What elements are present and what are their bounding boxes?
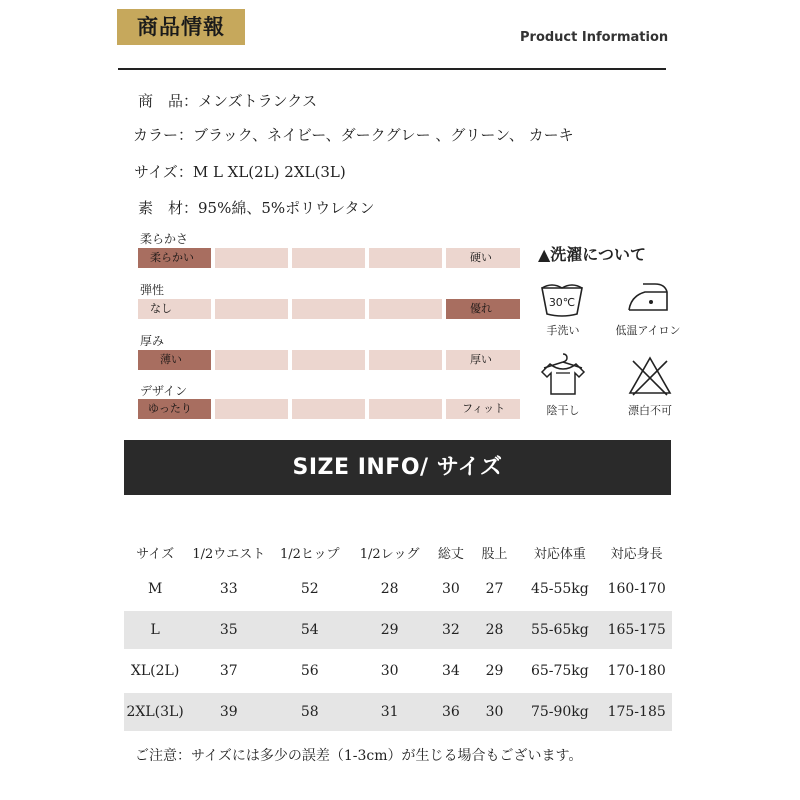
- table-cell: 75-90kg: [518, 692, 601, 732]
- column-header: 総丈: [437, 546, 464, 562]
- scale-segment: [292, 248, 365, 268]
- scale-elasticity: [138, 299, 520, 319]
- column-header: 1/2レッグ: [359, 546, 420, 562]
- table-cell: 29: [471, 651, 519, 692]
- table-cell: 33: [186, 570, 271, 610]
- table-cell: 45-55kg: [518, 570, 601, 610]
- scale-segment: [446, 399, 520, 419]
- low-temp-iron-icon: [625, 278, 671, 324]
- table-cell: 39: [186, 692, 271, 732]
- table-cell: M: [124, 570, 186, 610]
- scale-left-label: なし: [150, 302, 172, 315]
- table-cell: 35: [186, 610, 271, 651]
- scale-right-label: 優れ: [470, 302, 492, 315]
- scale-segment: [369, 399, 442, 419]
- table-cell: 65-75kg: [518, 651, 601, 692]
- column-header: サイズ: [136, 546, 175, 562]
- spec-value: ：ブラック、ネイビー、ダークグレー 、グリーン、 カーキ: [178, 126, 574, 144]
- spec-value: ：95%綿、5%ポリウレタン: [183, 199, 375, 217]
- header-divider: [118, 68, 666, 70]
- spec-label: サイズ: [134, 163, 178, 181]
- spec-label: 商 品: [138, 92, 184, 110]
- scale-segment: [446, 248, 520, 268]
- scale-left-label: 柔らかい: [150, 251, 194, 264]
- scale-segment: [138, 299, 211, 319]
- table-row: [124, 651, 672, 692]
- size-table: [124, 534, 672, 731]
- table-cell: 52: [271, 570, 348, 610]
- column-header: 対応身長: [610, 546, 663, 562]
- table-row: [124, 610, 672, 651]
- table-header-row: [124, 534, 672, 570]
- table-cell: 30: [431, 570, 470, 610]
- table-cell: XL(2L): [124, 651, 186, 692]
- table-cell: 28: [348, 570, 431, 610]
- shade-dry-icon: [540, 352, 586, 398]
- scale-segment: [138, 248, 211, 268]
- column-header: 1/2ウエスト: [192, 546, 266, 562]
- table-cell: 175-185: [601, 692, 672, 732]
- table-cell: 27: [471, 570, 519, 610]
- section-badge: 商品情報: [117, 9, 245, 45]
- spec-value: ：メンズトランクス: [183, 92, 318, 110]
- scale-left-label: 薄い: [160, 353, 182, 366]
- scale-title-elasticity: 弾性: [140, 283, 165, 297]
- column-header: 1/2ヒップ: [279, 546, 340, 562]
- scale-segment: [215, 299, 288, 319]
- table-cell: 31: [348, 692, 431, 732]
- scale-segment: [446, 299, 520, 319]
- table-row: [124, 570, 672, 610]
- scale-thickness: [138, 350, 520, 370]
- scale-title-softness: 柔らかさ: [140, 232, 189, 246]
- table-cell: 32: [431, 610, 470, 651]
- table-cell: 54: [271, 610, 348, 651]
- scale-softness: [138, 248, 520, 268]
- table-cell: 28: [471, 610, 519, 651]
- wash-label: 低温アイロン: [615, 324, 681, 337]
- table-cell: 55-65kg: [518, 610, 601, 651]
- wash-title: ▲洗濯について: [538, 245, 646, 264]
- table-cell: 36: [431, 692, 470, 732]
- scale-segment: [369, 299, 442, 319]
- table-cell: 56: [271, 651, 348, 692]
- table-cell: L: [124, 610, 186, 651]
- scale-title-thickness: 厚み: [140, 334, 165, 348]
- table-cell: 30: [348, 651, 431, 692]
- table-cell: 34: [431, 651, 470, 692]
- size-note: ご注意：サイズには多少の誤差（1-3cm）が生じる場合もございます。: [135, 748, 583, 764]
- scale-segment: [369, 248, 442, 268]
- spec-item-material: [138, 197, 375, 218]
- table-row: [124, 692, 672, 732]
- hand-wash-30c-icon: [539, 280, 585, 326]
- scale-segment: [138, 350, 211, 370]
- table-cell: 160-170: [601, 570, 672, 610]
- scale-segment: [292, 350, 365, 370]
- table-cell: 170-180: [601, 651, 672, 692]
- scale-design: [138, 399, 520, 419]
- table-cell: 37: [186, 651, 271, 692]
- wash-label: 漂白不可: [628, 404, 672, 417]
- scale-right-label: 硬い: [470, 251, 492, 264]
- scale-segment: [292, 299, 365, 319]
- table-cell: 58: [271, 692, 348, 732]
- column-header: 対応体重: [533, 546, 586, 562]
- scale-left-label: ゆったり: [148, 402, 192, 415]
- spec-item-color: [133, 124, 574, 145]
- spec-value: ：M L XL(2L) 2XL(3L): [177, 163, 346, 181]
- spec-label: カラー: [133, 126, 179, 144]
- no-bleach-icon: [627, 355, 673, 401]
- table-cell: 2XL(3L): [124, 692, 186, 732]
- wash-label: 手洗い: [546, 324, 580, 337]
- scale-segment: [446, 350, 520, 370]
- scale-segment: [138, 399, 211, 419]
- spec-item-name: [138, 90, 317, 111]
- table-cell: 165-175: [601, 610, 672, 651]
- size-info-banner: SIZE INFO/ サイズ: [124, 440, 671, 495]
- scale-right-label: フィット: [462, 402, 506, 415]
- scale-segment: [215, 399, 288, 419]
- scale-segment: [369, 350, 442, 370]
- table-cell: 30: [471, 692, 519, 732]
- wash-label: 陰干し: [546, 404, 580, 417]
- scale-segment: [215, 350, 288, 370]
- section-title-en: Product Information: [520, 30, 669, 45]
- column-header: 股上: [481, 546, 508, 562]
- scale-segment: [292, 399, 365, 419]
- spec-item-size: [134, 161, 346, 182]
- spec-label: 素 材: [138, 199, 184, 217]
- scale-title-design: デザイン: [140, 384, 188, 398]
- scale-segment: [215, 248, 288, 268]
- scale-right-label: 厚い: [470, 353, 492, 366]
- table-cell: 29: [348, 610, 431, 651]
- svg-text:30℃: 30℃: [548, 296, 576, 309]
